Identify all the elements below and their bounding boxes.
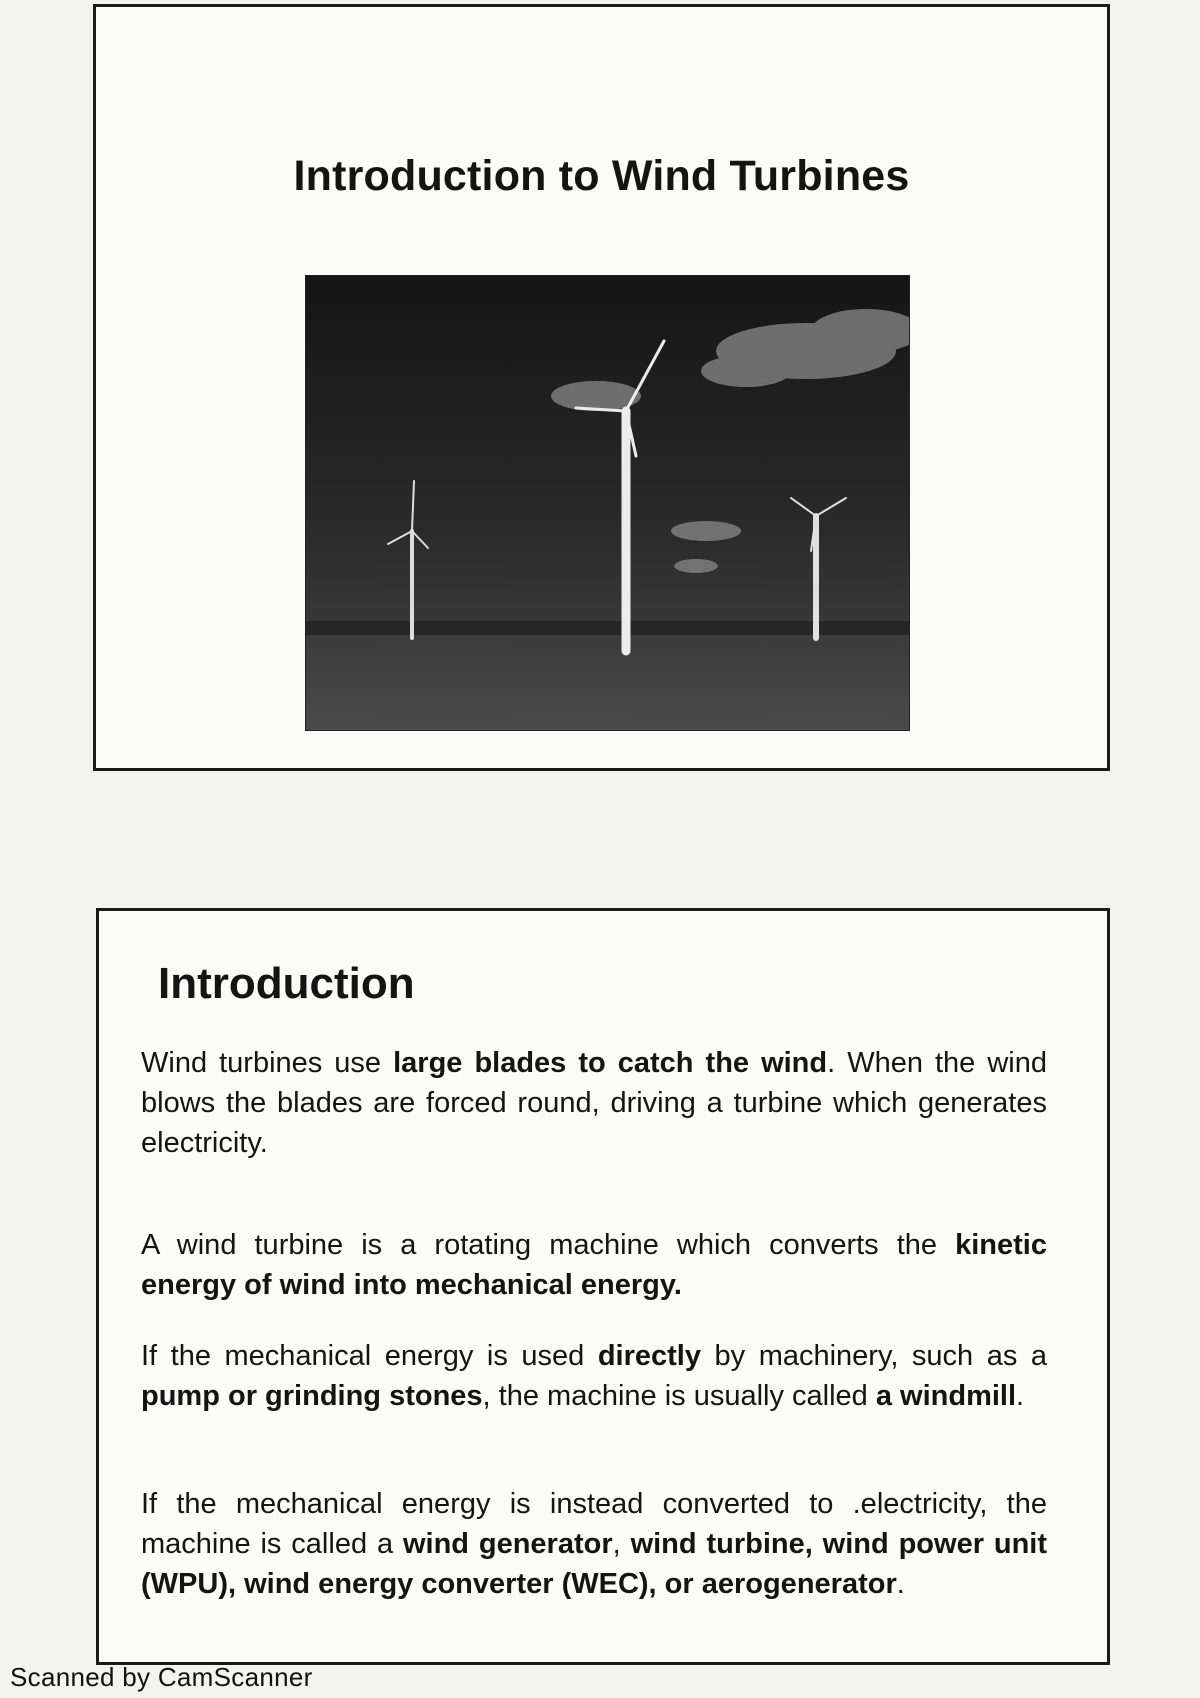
text-run: , the machine is usually called — [482, 1380, 876, 1412]
emphasis-text: wind generator — [402, 1528, 613, 1560]
horizon-treeline — [306, 621, 910, 635]
text-run: , — [612, 1528, 631, 1560]
text-run: . When the wind blows the blades are forced round, driving a turbine which generates electricity. — [141, 1047, 1047, 1159]
slide-title: Introduction to Wind Turbines — [293, 152, 910, 200]
text-run: by machinery, such as a — [701, 1340, 1047, 1372]
paragraph-windmill — [141, 1336, 1047, 1416]
emphasis-text: pump or grinding stones — [141, 1380, 483, 1412]
text-run: . — [896, 1568, 905, 1600]
section-heading: Introduction — [158, 959, 415, 1008]
slide-title-page — [93, 4, 1110, 771]
emphasis-text: large blades to catch the wind — [393, 1047, 828, 1079]
emphasis-text: a windmill — [875, 1380, 1017, 1412]
paragraph-generator — [141, 1484, 1047, 1604]
slide-introduction — [96, 908, 1110, 1665]
text-run: . — [1016, 1380, 1025, 1412]
wind-turbines-photo — [305, 275, 910, 731]
paragraph-blades — [141, 1043, 1047, 1163]
scanner-watermark: Scanned by CamScanner — [10, 1662, 313, 1692]
text-run: A wind turbine is a rotating machine which converts the — [141, 1229, 956, 1261]
emphasis-text: directly — [597, 1340, 701, 1372]
text-run: If the mechanical energy is instead converted to .electricity, the machine is called a — [141, 1488, 1047, 1560]
text-run: Wind turbines use — [141, 1047, 394, 1079]
paragraph-definition — [141, 1225, 1047, 1305]
emphasis-text: wind turbine, wind power unit (WPU), wind energy converter (WEC), or aerogenerator — [141, 1528, 1048, 1600]
text-run: If the mechanical energy is used — [141, 1340, 598, 1372]
emphasis-text: kinetic energy of wind into mechanical energy. — [141, 1229, 1047, 1301]
